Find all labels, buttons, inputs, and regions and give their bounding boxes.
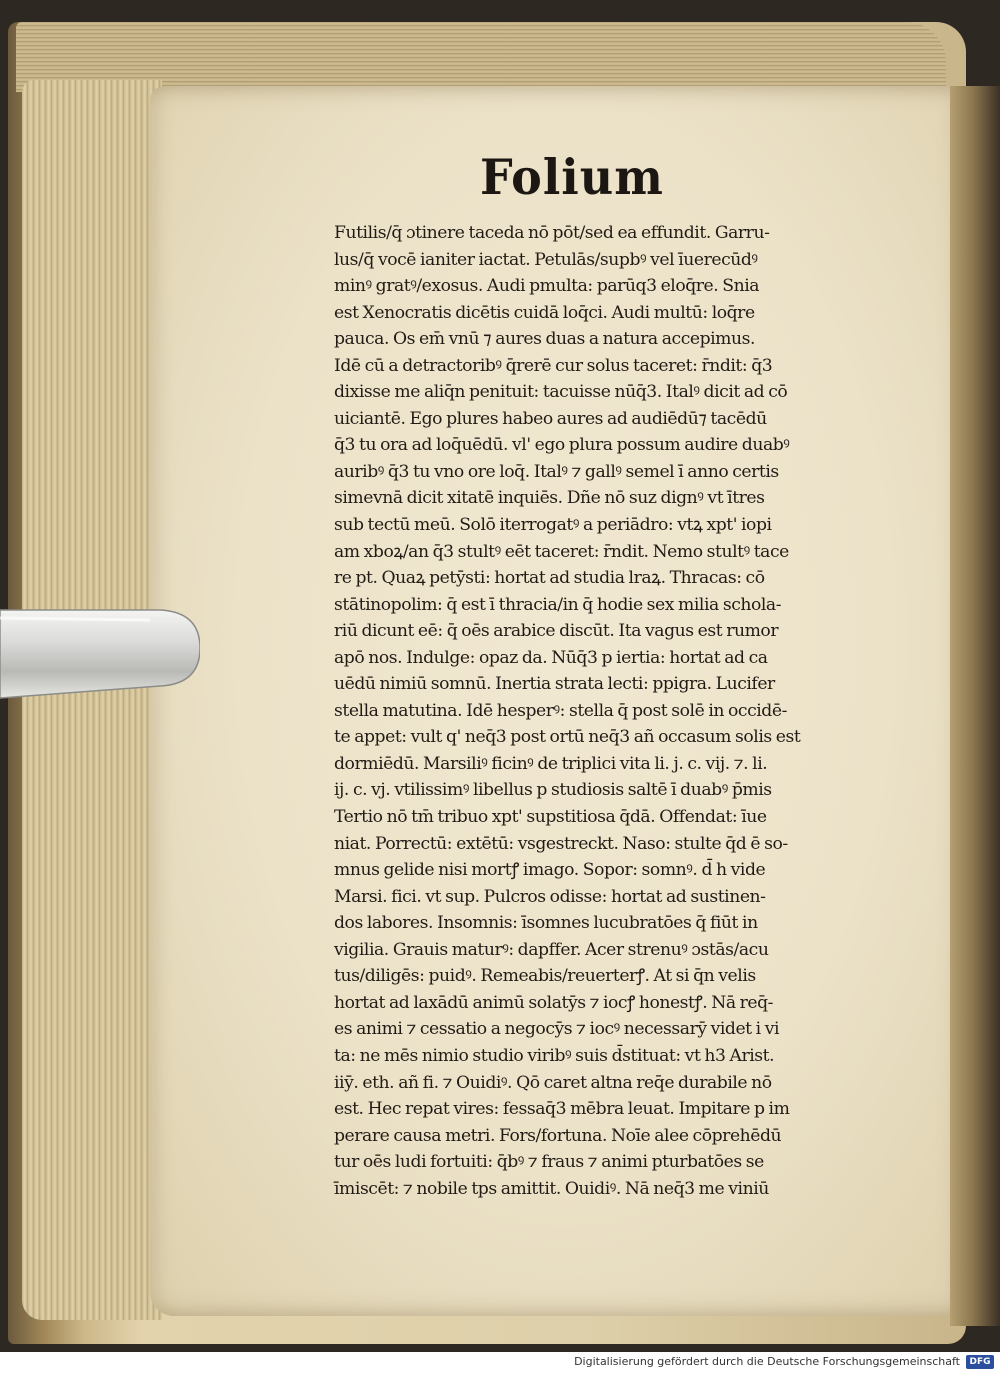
text-line: niat. Porrectū: extētū: vsgestreckt. Naso: stulte q̄d ē so-: [334, 833, 788, 854]
text-line: am xboꝝ/an q̄3 stultꝰ eēt taceret: r̄ndit. Nemo stultꝰ tace: [334, 541, 789, 562]
text-line: est. Hec repat vires: fessaq̄3 mēbra leuat. Impitare p im: [334, 1099, 790, 1120]
text-line: ta: ne mēs nimio studio viribꝰ suis d̄stituat: vt h3 Arist.: [334, 1045, 775, 1066]
text-line: Tertio nō tm̄ tribuo xpt' supstitiosa q̄dā. Offendat: īue: [334, 807, 767, 828]
text-line: lus/q̄ vocē ianiter iactat. Petulās/supbꝰ vel īuerecūdꝰ: [334, 249, 758, 270]
text-line: sub tectū meū. Solō iterrogatꝰ a periādro: vtꝝ xpt' iopi: [334, 515, 772, 536]
text-line: stātinopolim: q̄ est ī thracia/in q̄ hodie sex milia schola-: [334, 594, 782, 615]
text-line: q̄3 tu ora ad loq̄uēdū. vl' ego plura possum audire duabꝰ: [334, 435, 790, 456]
text-line: iiȳ. eth. añ fi. ⁊ Ouidiꝰ. Qō caret altna req̄e durabile nō: [334, 1072, 772, 1093]
page-edges-fore: [22, 80, 162, 1320]
text-line: tus/diligēs: puidꝰ. Remeabis/reuerterꝭ. At si q̄n velis: [334, 966, 756, 987]
text-line: mnus gelide nisi mortꝭ imago. Sopor: somnꝰ. d̄ h vide: [334, 860, 766, 881]
text-line: uēdū nimiū somnū. Inertia strata lecti: ppigra. Lucifer: [334, 674, 775, 695]
book-gutter: [950, 86, 1000, 1326]
text-line: re pt. Quaꝝ petȳsti: hortat ad studia lraꝝ. Thracas: cō: [334, 568, 765, 589]
text-line: hortat ad laxādū animū solatȳs ⁊ iocꝭ honestꝭ. Nā req̄-: [334, 992, 774, 1013]
text-line: riū dicunt eē: q̄ oēs arabice discūt. Ita vagus est rumor: [334, 621, 779, 642]
text-line: te appet: vult q' neq̄3 post ortū neq̄3 añ occasum solis est: [334, 727, 801, 748]
text-line: dormiēdū. Marsiliꝰ ficinꝰ de triplici vita li. j. c. vij. ⁊. li.: [334, 753, 768, 774]
text-line: īmiscēt: ⁊ nobile tps amittit. Ouidiꝰ. Nā neq̄3 me viniū: [334, 1178, 769, 1199]
text-line: perare causa metri. Fors/fortuna. Noīe alee cōprehēdū: [334, 1125, 782, 1146]
page-text: [334, 220, 890, 1202]
text-line: es animi ⁊ cessatio a negocȳs ⁊ iocꝰ necessarȳ videt i vi: [334, 1019, 780, 1040]
text-line: tur oēs ludi fortuiti: q̄bꝰ ⁊ fraus ⁊ animi pturbatōes se: [334, 1152, 764, 1173]
dfg-logo: DFG: [966, 1355, 994, 1369]
footer-bar: [0, 1352, 1000, 1373]
text-line: pauca. Os em̄ vnū ⁊ aures duas a natura accepimus.: [334, 329, 756, 350]
page-clip: [0, 596, 200, 700]
text-line: Marsi. fici. vt sup. Pulcros odisse: hortat ad sustinen-: [334, 886, 766, 907]
text-line: simevnā dicit xitatē inquiēs. Dñe nō suz dignꝰ vt ītres: [334, 488, 765, 509]
text-line: stella matutina. Idē hesperꝰ: stella q̄ post solē in occidē-: [334, 700, 787, 721]
text-line: dixisse me aliq̄n penituit: tacuisse nūq̄3. Italꝰ dicit ad cō: [334, 382, 788, 403]
text-line: dos labores. Insomnis: īsomnes lucubratōes q̄ fiūt in: [334, 913, 758, 934]
text-line: Futilis/q̄ ɔtinere taceda nō pōt/sed ea effundit. Garru-: [334, 223, 770, 243]
text-line: minꝰ gratꝰ/exosus. Audi pmulta: parūq3 eloq̄re. Snia: [334, 276, 760, 297]
text-line: apō nos. Indulge: opaz da. Nūq̄3 p iertia: hortat ad ca: [334, 647, 768, 668]
footer-credit: Digitalisierung gefördert durch die Deutsche Forschungsgemeinschaft: [574, 1355, 960, 1368]
text-line: auribꝰ q̄3 tu vno ore loq̄. Italꝰ ⁊ gallꝰ semel ī anno certis: [334, 461, 779, 482]
text-line: vigilia. Grauis maturꝰ: dapffer. Acer strenuꝰ ɔstās/acu: [334, 939, 769, 960]
text-line: uiciantē. Ego plures habeo aures ad audiēdū⁊ tacēdū: [334, 408, 767, 429]
text-line: est Xenocratis dicētis cuidā loq̄ci. Audi multū: loq̄re: [334, 302, 755, 323]
text-line: Idē cū a detractoribꝰ q̄rerē cur solus taceret: r̄ndit: q̄3: [334, 355, 773, 376]
text-line: ij. c. vj. vtilissimꝰ libellus p studiosis saltē ī duabꝰ p̄mis: [334, 780, 772, 801]
page-heading: Folium: [480, 148, 664, 206]
